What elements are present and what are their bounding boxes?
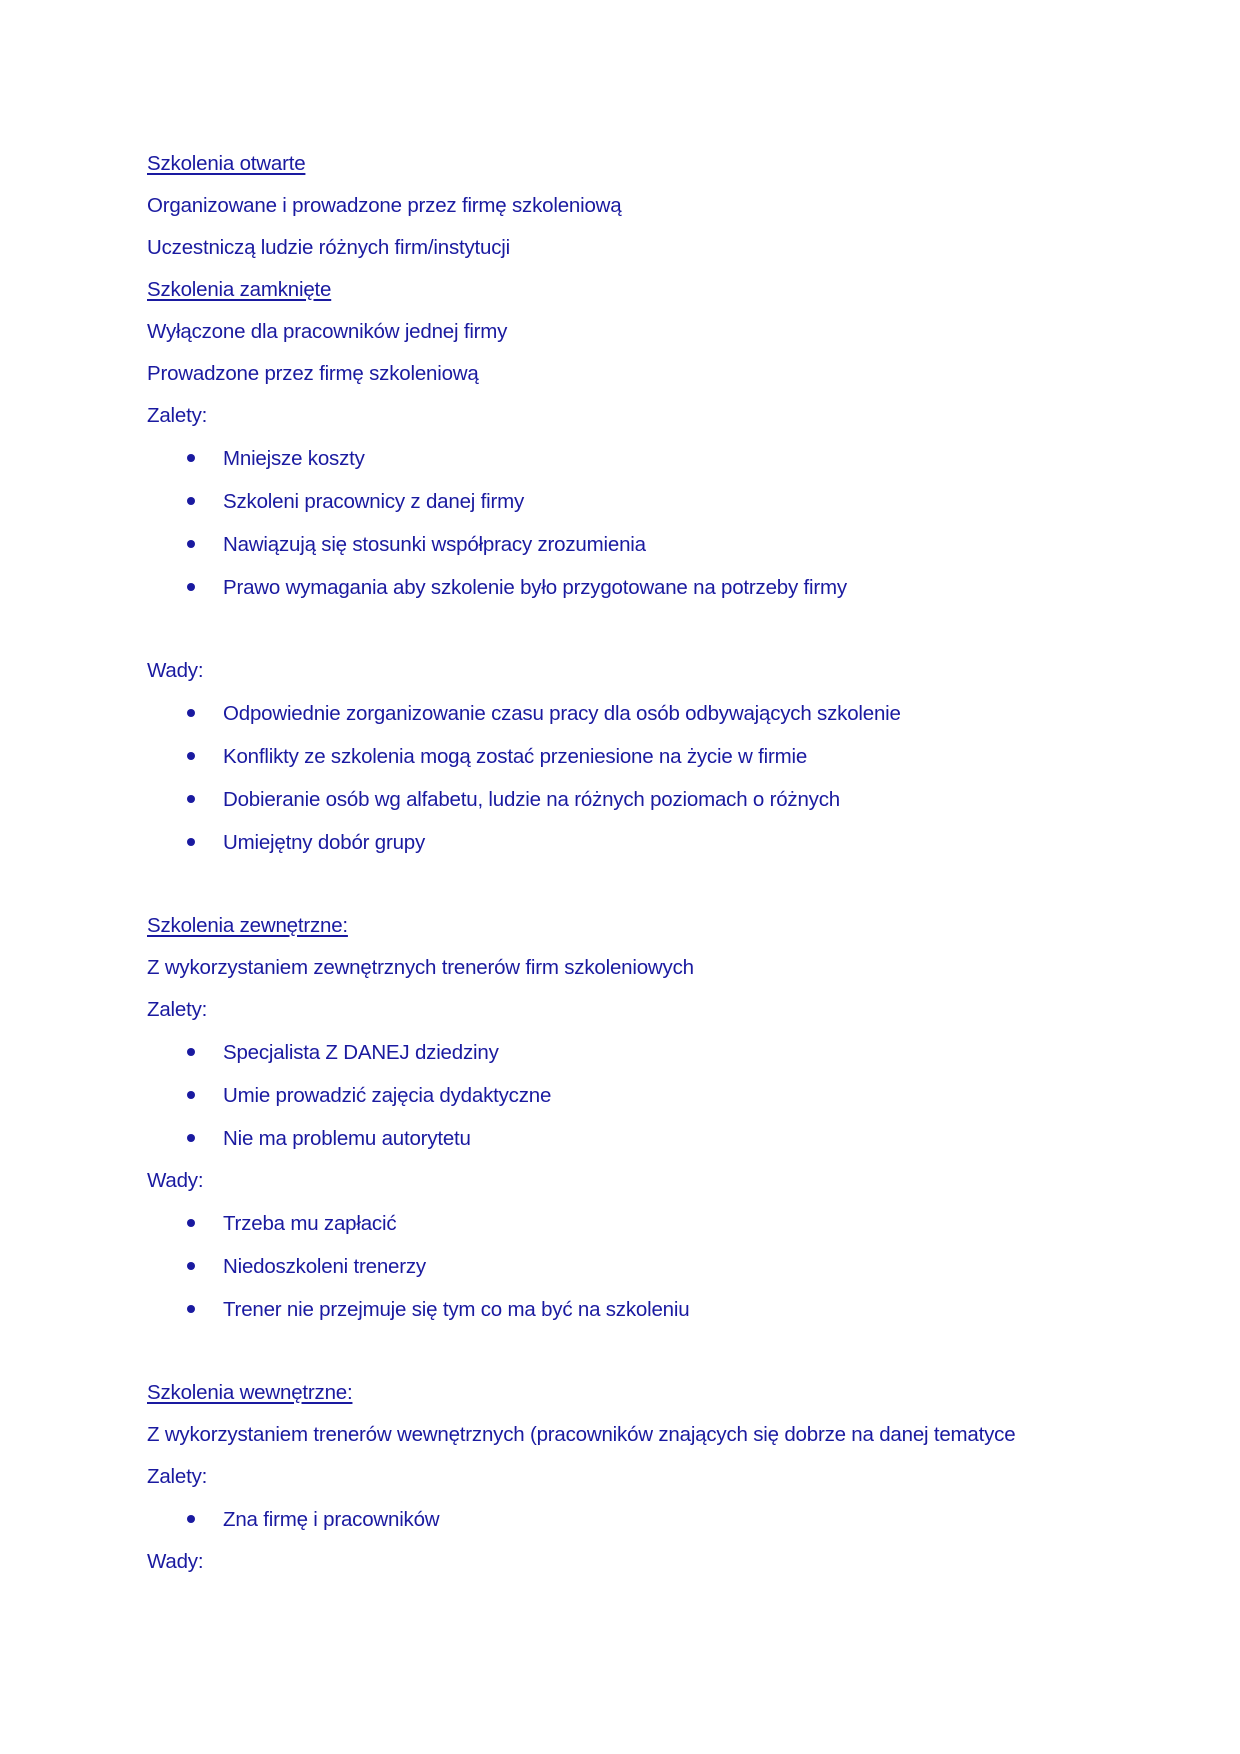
bullet-icon [187,1091,195,1099]
list-item [147,1117,1107,1160]
bullet-icon [187,1219,195,1227]
list-item [147,1202,1107,1245]
paragraph-line: Uczestniczą ludzie różnych firm/instytucji [147,236,510,259]
bullet-icon [187,1134,195,1142]
bullet-icon [187,1305,195,1313]
bullet-list-disadvantages [147,692,1107,864]
bullet-icon [187,454,195,462]
list-item [147,1288,1107,1331]
list-item [147,480,1107,523]
paragraph-line: Z wykorzystaniem zewnętrznych trenerów firm szkoleniowych [147,956,694,979]
list-item [147,778,1107,821]
disadvantages-label: Wady: [147,1550,204,1573]
bullet-icon [187,497,195,505]
section-heading-internal-trainings: Szkolenia wewnętrzne: [147,1381,353,1404]
list-item-text: Nawiązują się stosunki współpracy zrozumienia [223,533,646,556]
list-item-text: Zna firmę i pracowników [223,1508,440,1531]
list-item-text: Trzeba mu zapłacić [223,1212,397,1235]
list-item-text: Niedoszkoleni trenerzy [223,1255,426,1278]
list-item [147,735,1107,778]
list-item [147,1031,1107,1074]
list-item [147,523,1107,566]
spacer [147,864,1107,905]
list-item [147,437,1107,480]
disadvantages-label: Wady: [147,659,204,682]
list-item-text: Odpowiednie zorganizowanie czasu pracy dla osób odbywających szkolenie [223,702,901,725]
list-item-text: Umiejętny dobór grupy [223,831,426,854]
paragraph-line: Z wykorzystaniem trenerów wewnętrznych (pracowników znających się dobrze na danej tematyce [147,1423,1016,1446]
list-item [147,1074,1107,1117]
advantages-label: Zalety: [147,1465,208,1488]
list-item-text: Trener nie przejmuje się tym co ma być na szkoleniu [223,1298,690,1321]
paragraph-line: Prowadzone przez firmę szkoleniową [147,362,479,385]
paragraph-line: Organizowane i prowadzone przez firmę szkoleniową [147,194,622,217]
bullet-list-advantages [147,1031,1107,1160]
section-heading-open-trainings: Szkolenia otwarte [147,152,306,175]
bullet-icon [187,540,195,548]
section-heading-external-trainings: Szkolenia zewnętrzne: [147,914,348,937]
disadvantages-label: Wady: [147,1169,204,1192]
list-item [147,1245,1107,1288]
bullet-list-disadvantages [147,1202,1107,1331]
list-item-text: Szkoleni pracownicy z danej firmy [223,490,525,513]
list-item-text: Konflikty ze szkolenia mogą zostać przeniesione na życie w firmie [223,745,808,768]
list-item [147,821,1107,864]
document-body [147,143,1107,1583]
list-item [147,1498,1107,1541]
list-item-text: Prawo wymagania aby szkolenie było przygotowane na potrzeby firmy [223,576,847,599]
list-item [147,566,1107,609]
list-item-text: Specjalista Z DANEJ dziedziny [223,1041,499,1064]
spacer [147,1331,1107,1372]
bullet-icon [187,583,195,591]
bullet-icon [187,1262,195,1270]
spacer [147,609,1107,650]
list-item [147,692,1107,735]
list-item-text: Nie ma problemu autorytetu [223,1127,471,1150]
bullet-list-advantages [147,1498,1107,1541]
bullet-icon [187,1048,195,1056]
list-item-text: Mniejsze koszty [223,447,365,470]
advantages-label: Zalety: [147,998,208,1021]
bullet-icon [187,1515,195,1523]
bullet-icon [187,838,195,846]
bullet-list-advantages [147,437,1107,609]
section-heading-closed-trainings: Szkolenia zamknięte [147,278,332,301]
list-item-text: Umie prowadzić zajęcia dydaktyczne [223,1084,552,1107]
paragraph-line: Wyłączone dla pracowników jednej firmy [147,320,508,343]
list-item-text: Dobieranie osób wg alfabetu, ludzie na różnych poziomach o różnych [223,788,840,811]
advantages-label: Zalety: [147,404,208,427]
bullet-icon [187,709,195,717]
bullet-icon [187,795,195,803]
bullet-icon [187,752,195,760]
